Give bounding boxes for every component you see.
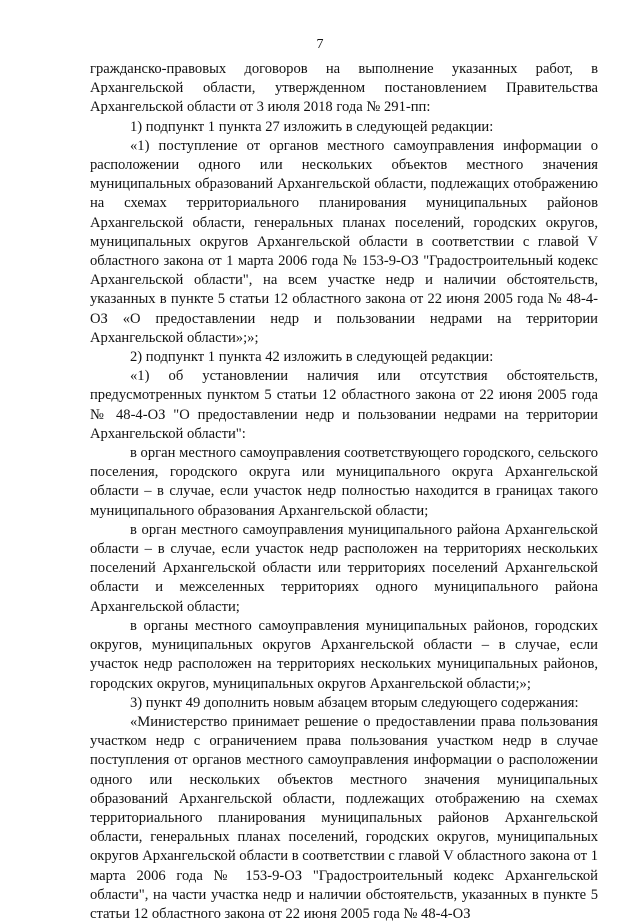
paragraph-case-district: в орган местного самоуправления муниципального района Архангельской области – в случае, если участок недр расположен на территориях нескольких поселений Архангельской области или территориях поселений Архангельской области и межселенных территориях одного муниципального района Архангельской области;	[90, 521, 598, 615]
paragraph-subitem-1: 1) подпункт 1 пункта 27 изложить в следующей редакции:	[130, 118, 494, 135]
page-number: 7	[316, 37, 324, 52]
paragraph-quote-1: «1) поступление от органов местного самоуправления информации о расположении одного или нескольких объектов местного значения муниципальных образований Архангельской области, подлежащих отображению на схемах территориального планирования муниципальных районов Архангельской области, генеральных планах поселений, городских округов, муниципальных округов Архангельской области в соответствии с главой V областного закона от 1 марта 2006 года № 153-9-ОЗ "Градостроительный кодекс Архангельской области", на всем участке недр и наличии обстоятельств, указанных в пункте 5 статьи 12 областного закона от 22 июня 2005 года № 48-4-ОЗ «О предоставлении недр и пользовании недрами на территории Архангельской области»;»;	[90, 137, 598, 346]
paragraph-subitem-3: 3) пункт 49 дополнить новым абзацем вторым следующего содержания:	[130, 694, 579, 711]
paragraph-subitem-2: 2) подпункт 1 пункта 42 изложить в следующей редакции:	[130, 349, 494, 366]
paragraph-case-settlement: в орган местного самоуправления соответствующего городского, сельского поселения, городского округа или муниципального округа Архангельской области – в случае, если участок недр полностью находится в границах такого муниципального образования Архангельской области;	[90, 445, 598, 519]
document-body	[90, 60, 598, 924]
paragraph-quote-2: «1) об установлении наличия или отсутствия обстоятельств, предусмотренных пунктом 5 статьи 12 областного закона от 22 июня 2005 года № 48-4-ОЗ "О предоставлении недр и пользовании недрами на территории Архангельской области":	[90, 368, 598, 442]
paragraph-quote-3: «Министерство принимает решение о предоставлении права пользования участком недр с ограничением права пользования участком недр в случае поступления от органов местного самоуправления информации о расположении одного или нескольких объектов местного значения муниципальных образований Архангельской области, подлежащих отображению на схемах территориального планирования муниципальных районов Архангельской области, генеральных планах поселений, городских округов, муниципальных округов Архангельской области в соответствии с главой V областного закона от 1 марта 2006 года № 153-9-ОЗ "Градостроительный кодекс Архангельской области", на части участка недр и наличии обстоятельств, указанных в пункте 5 статьи 12 областного закона от 22 июня 2005 года № 48-4-ОЗ	[90, 713, 598, 922]
paragraph-continuation: гражданско-правовых договоров на выполнение указанных работ, в Архангельской области, утвержденном постановлением Правительства Архангельской области от 3 июля 2018 года № 291-пп:	[90, 61, 598, 116]
paragraph-case-multiple: в органы местного самоуправления муниципальных районов, городских округов, муниципальных округов Архангельской области – в случае, если участок недр расположен на территориях нескольких муниципальных районов, городских округов, муниципальных округов Архангельской области;»;	[90, 617, 598, 692]
